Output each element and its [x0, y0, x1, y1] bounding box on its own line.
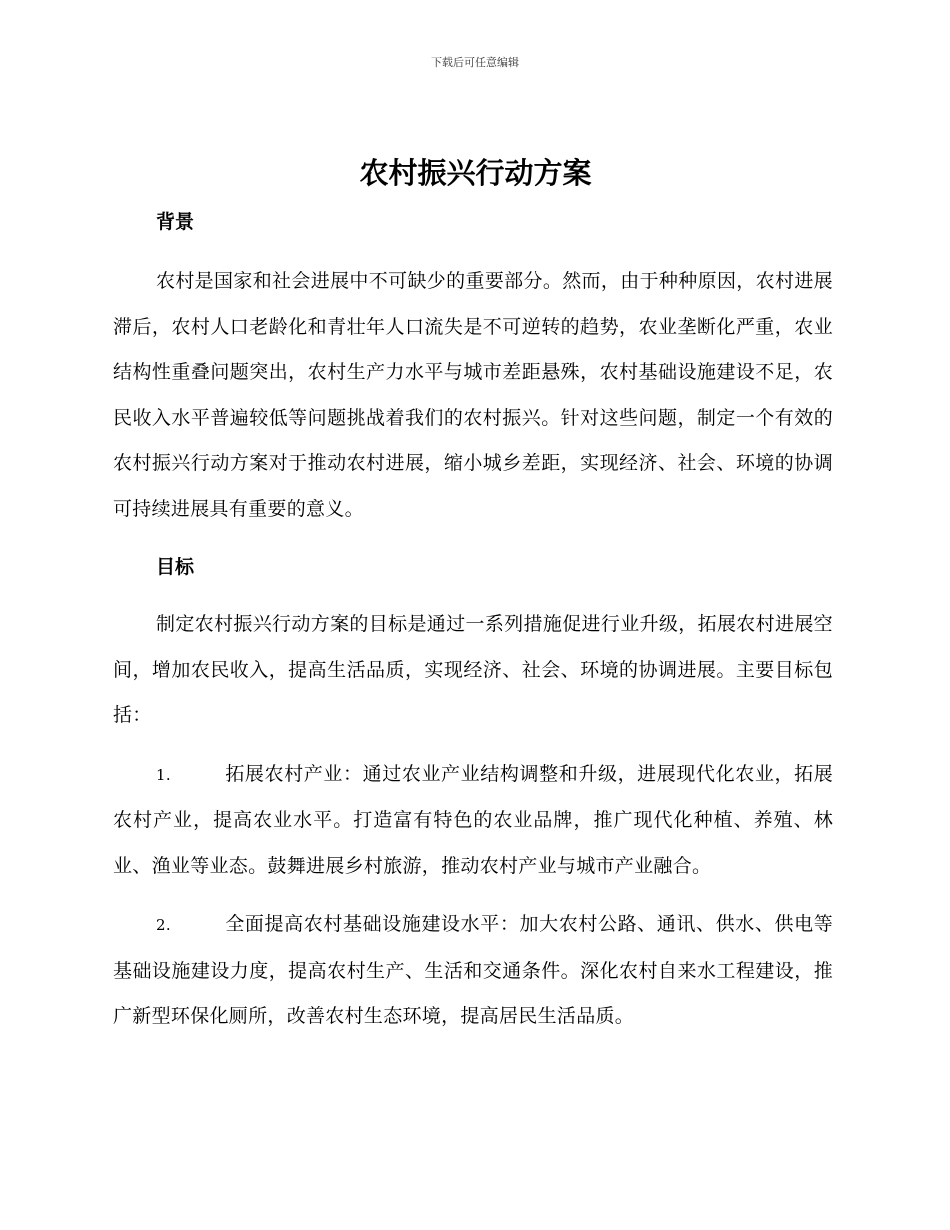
page-header-note: 下载后可任意编辑: [431, 56, 519, 69]
goal-item: [113, 752, 833, 890]
goals-paragraph: 制定农村振兴行动方案的目标是通过一系列措施促进行业升级，拓展农村进展空间，增加农民收入，提高生活品质，实现经济、社会、环境的协调进展。主要目标包括：: [113, 613, 833, 726]
section-heading-background: 背景: [156, 211, 195, 233]
document-title: 农村振兴行动方案: [359, 156, 592, 190]
goal-item-text: 全面提高农村基础设施建设水平：加大农村公路、通讯、供水、供电等基础设施建设力度，提高农村生产、生活和交通条件。深化农村自来水工程建设，推广新型环保化厕所，改善农村生态环境，提高居民生活品质。: [113, 913, 833, 1027]
background-paragraph: 农村是国家和社会进展中不可缺少的重要部分。然而，由于种种原因，农村进展滞后，农村人口老龄化和青壮年人口流失是不可逆转的趋势，农业垄断化严重，农业结构性重叠问题突出，农村生产力水平与城市差距悬殊，农村基础设施建设不足，农民收入水平普遍较低等问题挑战着我们的农村振兴。针对这些问题，制定一个有效的农村振兴行动方案对于推动农村进展，缩小城乡差距，实现经济、社会、环境的协调可持续进展具有重要的意义。: [113, 270, 833, 520]
goal-item-number: 1.: [156, 765, 171, 784]
section-heading-goals: 目标: [156, 556, 195, 578]
goal-item-number: 2.: [156, 916, 171, 934]
document-body: [113, 150, 833, 1040]
goal-item-text: 拓展农村产业：通过农业产业结构调整和升级，进展现代化农业，拓展农村产业，提高农业水平。打造富有特色的农业品牌，推广现代化种植、养殖、林业、渔业等业态。鼓舞进展乡村旅游，推动农村产业与城市产业融合。: [113, 762, 833, 877]
goal-item: [113, 902, 833, 1040]
